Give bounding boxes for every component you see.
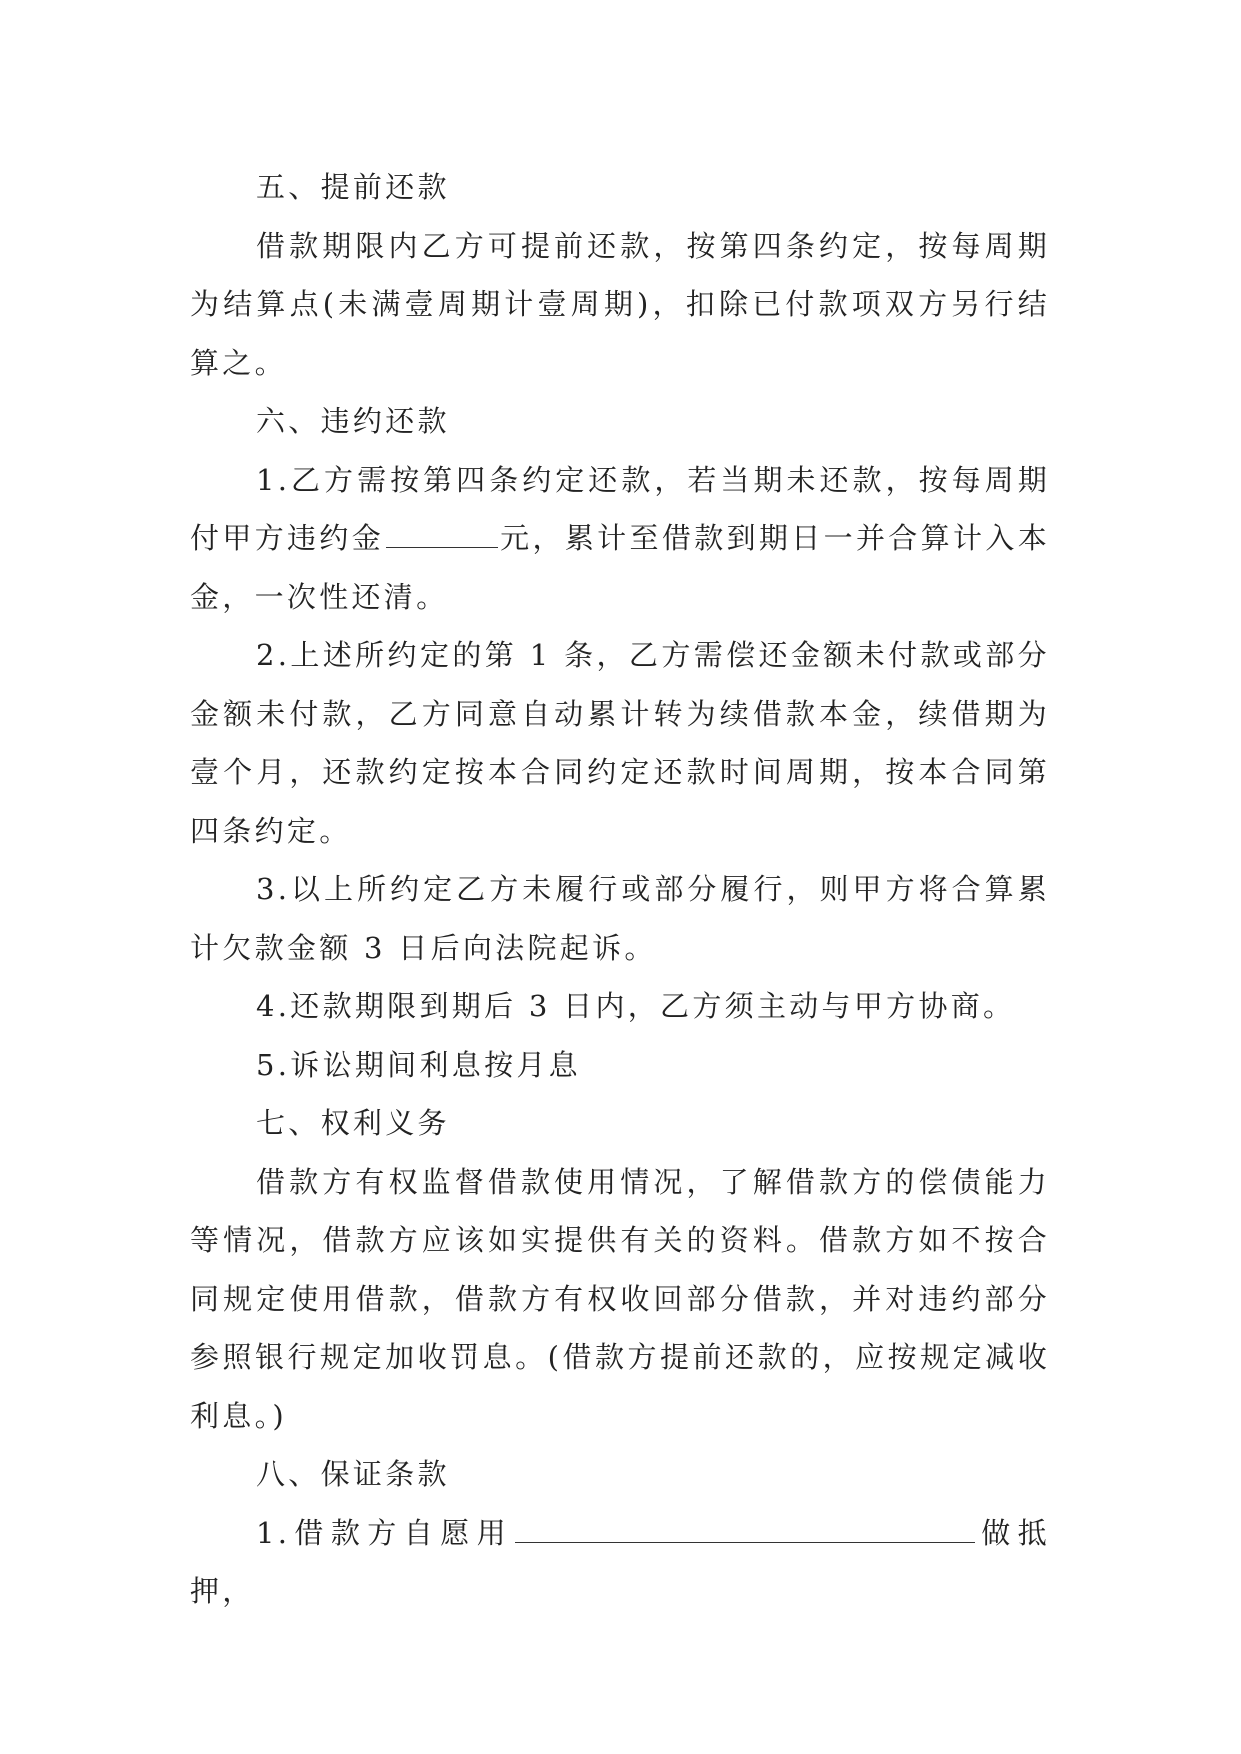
guarantee-text-b: 做抵押， xyxy=(190,1515,1050,1608)
collateral-blank xyxy=(515,1518,975,1543)
section-5-heading: 五、提前还款 xyxy=(256,170,450,204)
section-7-paragraph: 借款方有权监督借款使用情况，了解借款方的偿债能力等情况，借款方应该如实提供有关的资料。借款方如不按合同规定使用借款，借款方有权收回部分借款，并对违约部分参照银行规定加收罚息。(借款方提前还款的，应按规定减收利息。) xyxy=(190,1164,1050,1433)
penalty-amount-blank xyxy=(386,523,498,548)
section-6-clause-5: 5.诉讼期间利息按月息 xyxy=(256,1047,581,1082)
clause-1-text-b: 元，累计至借款到期日一并合算计入本金，一次性还清。 xyxy=(190,521,1050,614)
section-7-heading: 七、权利义务 xyxy=(256,1106,450,1140)
section-8-heading: 八、保证条款 xyxy=(256,1457,450,1491)
guarantee-text-a: 1.借款方自愿用 xyxy=(256,1515,514,1550)
section-6-clause-3: 3.以上所约定乙方未履行或部分履行，则甲方将合算累计欠款金额 3 日后向法院起诉。 xyxy=(190,872,1050,965)
section-6-clause-2: 2.上述所约定的第 1 条，乙方需偿还金额未付款或部分金额未付款，乙方同意自动累计转为续借款本金，续借期为壹个月，还款约定按本合同约定还款时间周期，按本合同第四条约定。 xyxy=(190,638,1050,848)
section-8-clause-1 xyxy=(190,1504,1050,1621)
section-6-heading: 六、违约还款 xyxy=(256,404,450,438)
document-body xyxy=(190,158,1050,1621)
section-5-paragraph: 借款期限内乙方可提前还款，按第四条约定，按每周期为结算点(未满壹周期计壹周期)，扣除已付款项双方另行结算之。 xyxy=(190,228,1050,380)
section-6-clause-4: 4.还款期限到期后 3 日内，乙方须主动与甲方协商。 xyxy=(256,989,1016,1023)
section-6-clause-1 xyxy=(190,451,1050,627)
clause-1-text-a: 1.乙方需按第四条约定还款，若当期未还款，按每周期付甲方违约金 xyxy=(190,462,1050,555)
